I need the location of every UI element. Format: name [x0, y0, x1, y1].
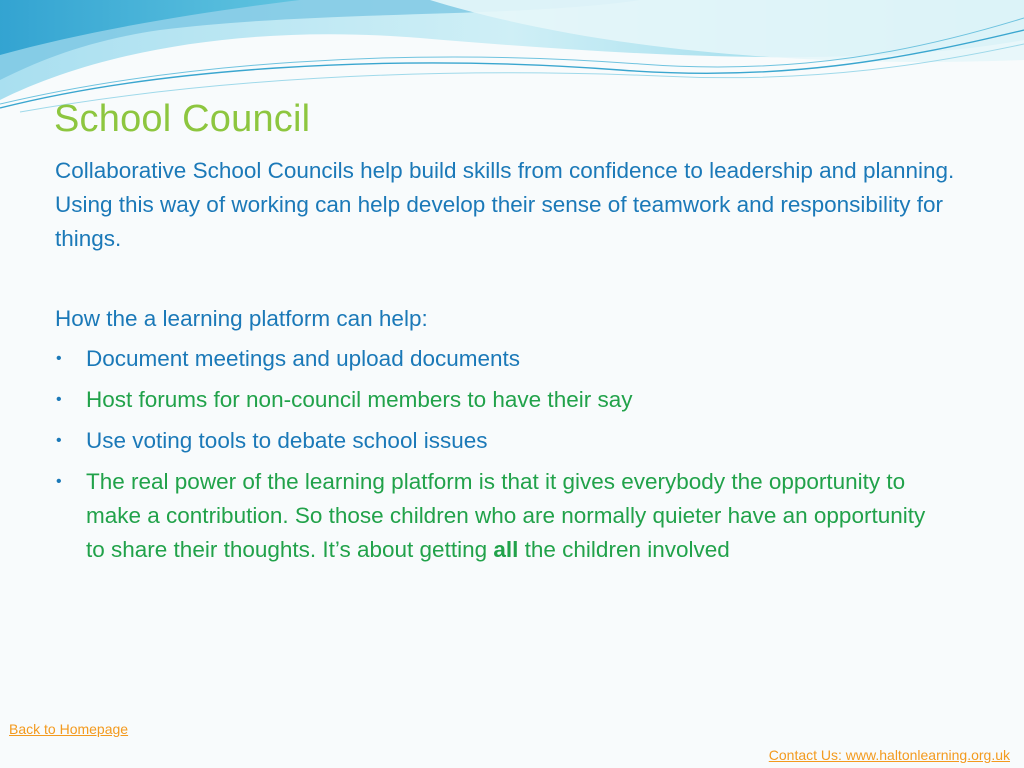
bullet-text-after: the children involved [518, 537, 730, 562]
slide-title: School Council [54, 98, 311, 140]
list-item [55, 465, 935, 567]
list-item [55, 424, 935, 458]
bullet-icon: • [56, 350, 62, 367]
list-item [55, 342, 935, 376]
contact-us-link[interactable]: Contact Us: www.haltonlearning.org.uk [768, 747, 1010, 763]
bullet-icon: • [56, 473, 62, 490]
back-to-homepage-link[interactable]: Back to Homepage [9, 721, 129, 737]
bullet-text-before: The real power of the learning platform is that it gives everybody the opportunity to make a contribution. So those children who are normally quieter have an opportunity to share their thoughts. It’s about getting [86, 469, 926, 562]
bullet-emphasis: all [493, 537, 519, 562]
bullet-text: Use voting tools to debate school issues [86, 428, 488, 453]
bullet-icon: • [56, 432, 62, 449]
list-item [55, 383, 935, 417]
bullet-text: Host forums for non-council members to have their say [86, 387, 633, 412]
intro-paragraph: Collaborative School Councils help build skills from confidence to leadership and planning. Using this way of working can help develop their sense of teamwork and responsibility for things. [55, 158, 955, 251]
bullet-text: Document meetings and upload documents [86, 346, 521, 371]
howto-heading: How the a learning platform can help: [55, 306, 428, 331]
bullet-icon: • [56, 391, 62, 408]
bullet-list [55, 342, 935, 574]
